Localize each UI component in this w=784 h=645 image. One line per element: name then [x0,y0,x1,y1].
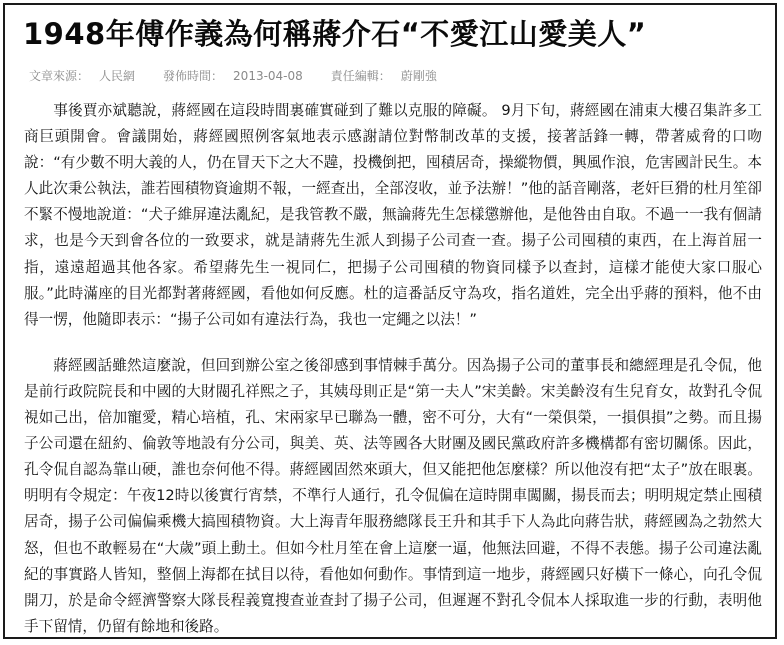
article-title: 1948年傅作義為何稱蔣介石“不愛江山愛美人” [23,17,647,51]
article-meta [29,68,437,84]
editor-value: 蔚剛強 [400,69,437,83]
editor-label: 責任編輯： [330,69,391,83]
source-value: 人民網 [99,69,136,83]
date-label: 發佈時間： [163,69,224,83]
date-value: 2013-04-08 [233,69,303,83]
article-body [24,98,762,640]
article-paragraph: 蔣經國話雖然這麼說，但回到辦公室之後卻感到事情棘手萬分。因為揚子公司的董事長和總經理是孔令侃，他是前行政院院長和中國的大財閥孔祥熙之子，其姨母則正是“第一夫人”宋美齡。宋美齡沒有生兒育女，故對孔令侃視如己出，倍加寵愛，精心培植，孔、宋兩家早已聯為一體，密不可分，大有“一榮俱榮，一損俱損”之勢。而且揚子公司還在紐約、倫敦等地設有分公司，與美、英、法等國各大財團及國民黨政府許多機構都有密切關係。因此，孔令侃自認為靠山硬，誰也奈何他不得。蔣經國固然來頭大，但又能把他怎麼樣？所以他沒有把“太子”放在眼裏。明明有令規定：午夜12時以後實行宵禁，不準行人通行，孔令侃偏在這時開車闖關，揚長而去；明明規定禁止囤積居奇，揚子公司偏偏乘機大搞囤積物資。大上海青年服務總隊長王升和其手下人為此向蔣告狀，蔣經國為之勃然大怒，但也不敢輕易在“大歲”頭上動土。但如今杜月笙在會上這麼一逼，他無法回避，不得不表態。揚子公司違法亂紀的事實路人皆知，整個上海都在拭目以待，看他如何動作。事情到這一地步，蔣經國只好橫下一條心，向孔令侃開刀，於是命令經濟警察大隊長程義寬搜查並查封了揚子公司，但遲遲不對孔令侃本人採取進一步的行動，表明他手下留情，仍留有餘地和後路。 [24,356,762,635]
article-paragraph: 事後賈亦斌聽說，蔣經國在這段時間裏確實碰到了難以克服的障礙。 9月下旬，蔣經國在浦東大樓召集許多工商巨頭開會。會議開始，蔣經國照例客氣地表示感謝請位對幣制改革的支援，接著話鋒一轉，帶著威脅的口吻說：“有少數不明大義的人，仍在冒天下之大不韙，投機倒把，囤積居奇，操縱物價，興風作浪，危害國計民生。本人此次秉公執法，誰若囤積物資逾期不報，一經查出，全部沒收，並予法辦！”他的話音剛落，老奸巨猾的杜月笙卻不緊不慢地說道：“犬子維屏違法亂紀，是我管教不嚴，無論蔣先生怎樣懲辦他，是他咎由自取。不過一一我有個請求，也是今天到會各位的一致要求，就是請蔣先生派人到揚子公司查一查。揚子公司囤積的東西，在上海首屈一指，遠遠超過其他各家。希望蔣先生一視同仁，把揚子公司囤積的物資同樣予以查封，這樣才能使大家口服心服。”此時滿座的目光都對著蔣經國，看他如何反應。杜的這番話反守為攻，指名道姓，完全出乎蔣的預料，他不由得一愣，他隨即表示：“揚子公司如有違法行為，我也一定繩之以法！” [24,102,762,328]
article-frame [3,3,777,639]
source-label: 文章來源： [29,69,90,83]
